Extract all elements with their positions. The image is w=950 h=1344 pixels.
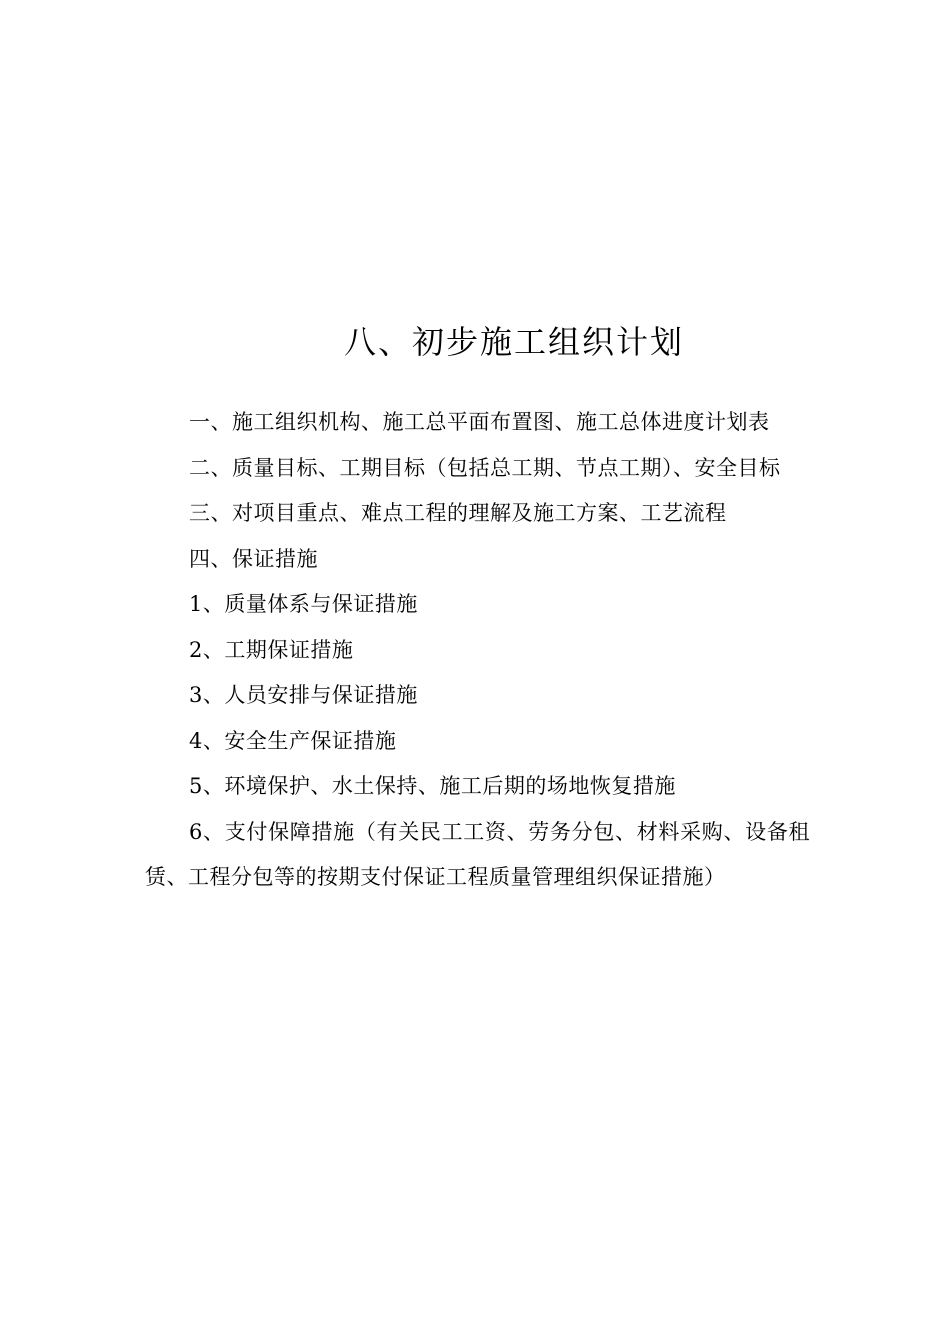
paragraph-org-structure: 一、施工组织机构、施工总平面布置图、施工总体进度计划表: [189, 410, 770, 434]
document-body: [145, 400, 810, 901]
list-item-quality: 1、质量体系与保证措施: [189, 592, 418, 616]
paragraph-key-points: 三、对项目重点、难点工程的理解及施工方案、工艺流程: [189, 501, 727, 525]
list-item-schedule: 2、工期保证措施: [189, 637, 354, 662]
list-item-safety: 4、安全生产保证措施: [189, 728, 397, 753]
list-item-personnel: 3、人员安排与保证措施: [189, 683, 418, 707]
list-item-environment: 5、环境保护、水土保持、施工后期的场地恢复措施: [189, 774, 676, 798]
list-item-payment: 6、支付保障措施（有关民工工资、劳务分包、材料采购、设备租赁、工程分包等的按期支付保证工程质量管理组织保证措施）: [145, 819, 810, 889]
paragraph-targets: 二、质量目标、工期目标（包括总工期、节点工期）、安全目标: [189, 455, 781, 480]
paragraph-guarantee-measures: 四、保证措施: [189, 546, 318, 571]
page-title: 八、初步施工组织计划: [343, 323, 684, 361]
